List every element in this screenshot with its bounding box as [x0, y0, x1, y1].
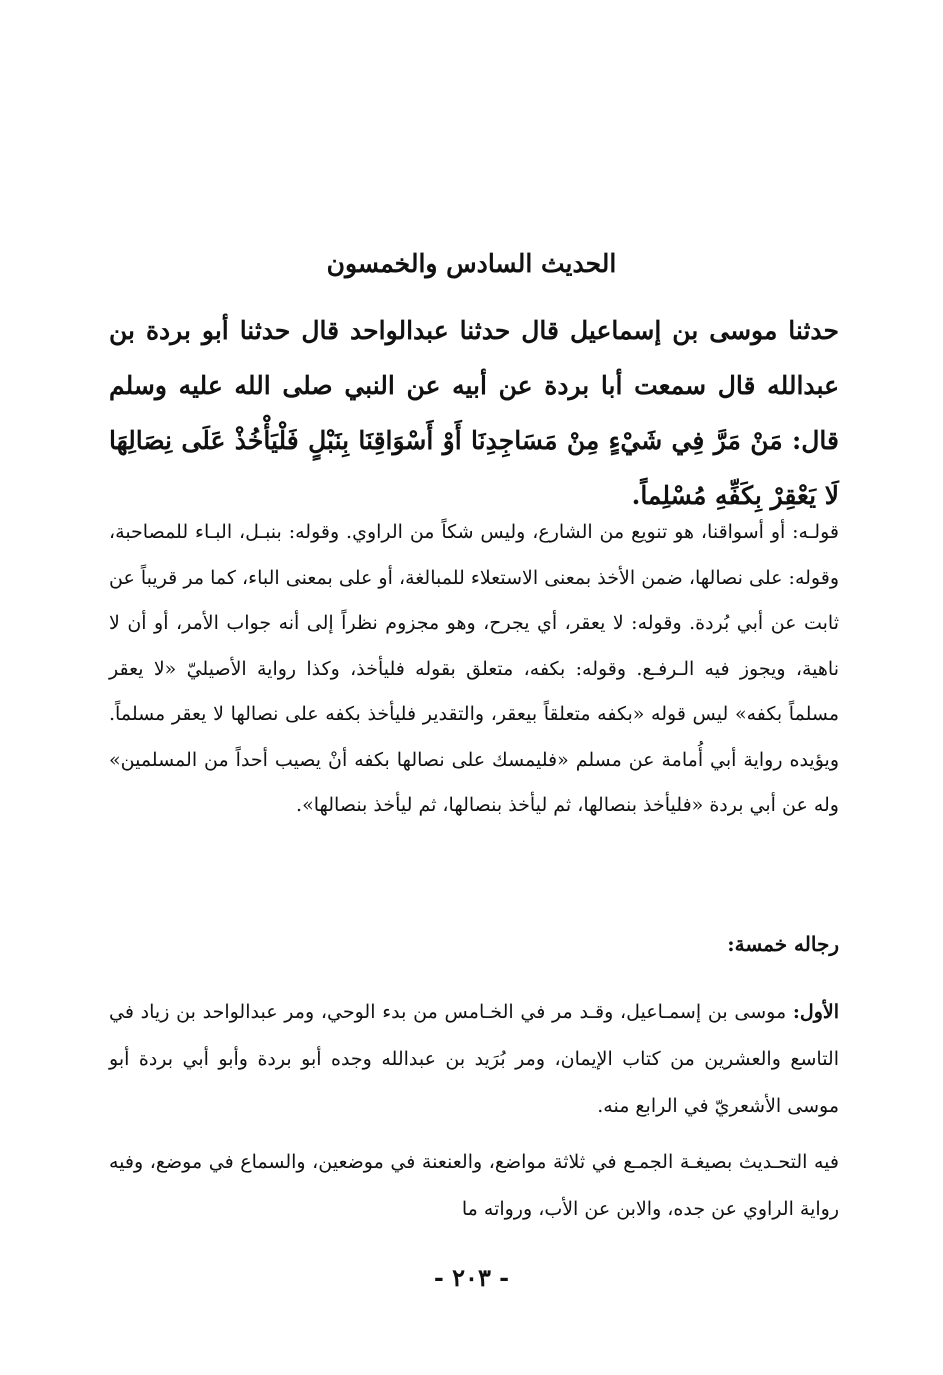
chain-paragraph: فيه التحـديث بصيغـة الجمـع في ثلاثة مواضع، والعنعنة في موضعين، والسماع في موضع، وفيه رواية الراوي عن جده، والابن عن الأب، ورواته ما — [109, 1151, 839, 1220]
page-number: - ٢٠٣ - — [433, 1263, 510, 1292]
section-title: الحديث السادس والخمسون — [326, 249, 617, 278]
commentary-paragraph: قولـه: أو أسواقنا، هو تنويع من الشارع، وليس شكاً من الراوي. وقوله: بنبـل، البـاء للمصاحبة، وقوله: على نصالها، ضمن الأخذ بمعنى الاستعلاء للمبالغة، أو على بمعنى الباء، كما مر قريباً عن ثابت عن أبي بُردة. وقوله: لا يعقر، أي يجرح، وهو مجزوم نظراً إلى أنه جواب الأمر، أو أن لا ناهية، ويجوز فيه الـرفـع. وقوله: بكفه، متعلق بقوله فليأخذ، وكذا رواية الأصيليّ «لا يعقر مسلماً بكفه» ليس قوله «بكفه متعلقاً بيعقر، والتقدير فليأخذ بكفه على نصالها لا يعقر مسلماً. ويؤيده رواية أبي أُمامة عن مسلم «فليمسك على نصالها بكفه أنْ يصيب أحداً من المسلمين» وله عن أبي بردة «فليأخذ بنصالها، ثم ليأخذ بنصالها، ثم ليأخذ بنصالها». — [109, 521, 839, 816]
chain-notes — [109, 1139, 839, 1233]
narrators-paragraph — [109, 989, 839, 1130]
commentary-text — [109, 510, 839, 829]
narrators-section — [109, 989, 839, 1130]
narrators-heading: رجاله خمسة: — [727, 932, 839, 956]
narrators-lead: الأول: — [792, 1001, 839, 1023]
hadith-text — [109, 303, 839, 523]
hadith-paragraph: حدثنا موسى بن إسماعيل قال حدثنا عبدالواحد قال حدثنا أبو بردة بن عبدالله قال سمعت أبا بردة عن أبيه عن النبي صلى الله عليه وسلم قال: مَنْ مَرَّ فِي شَيْءٍ مِنْ مَسَاجِدِنَا أَوْ أَسْوَاقِنَا بِنَبْلٍ فَلْيَأْخُذْ عَلَى نِصَالِهَا لَا يَعْقِرْ بِكَفِّهِ مُسْلِماً. — [109, 316, 839, 510]
narrators-body: موسى بن إسمـاعيل، وقـد مر في الخـامس من بدء الوحي، ومر عبدالواحد بن زياد في التاسع والعشرين من كتاب الإيمان، ومر بُرَيد بن عبدالله وجده أبو بردة وأبو أبي بردة أبو موسى الأشعريّ في الرابع منه. — [109, 1001, 839, 1117]
